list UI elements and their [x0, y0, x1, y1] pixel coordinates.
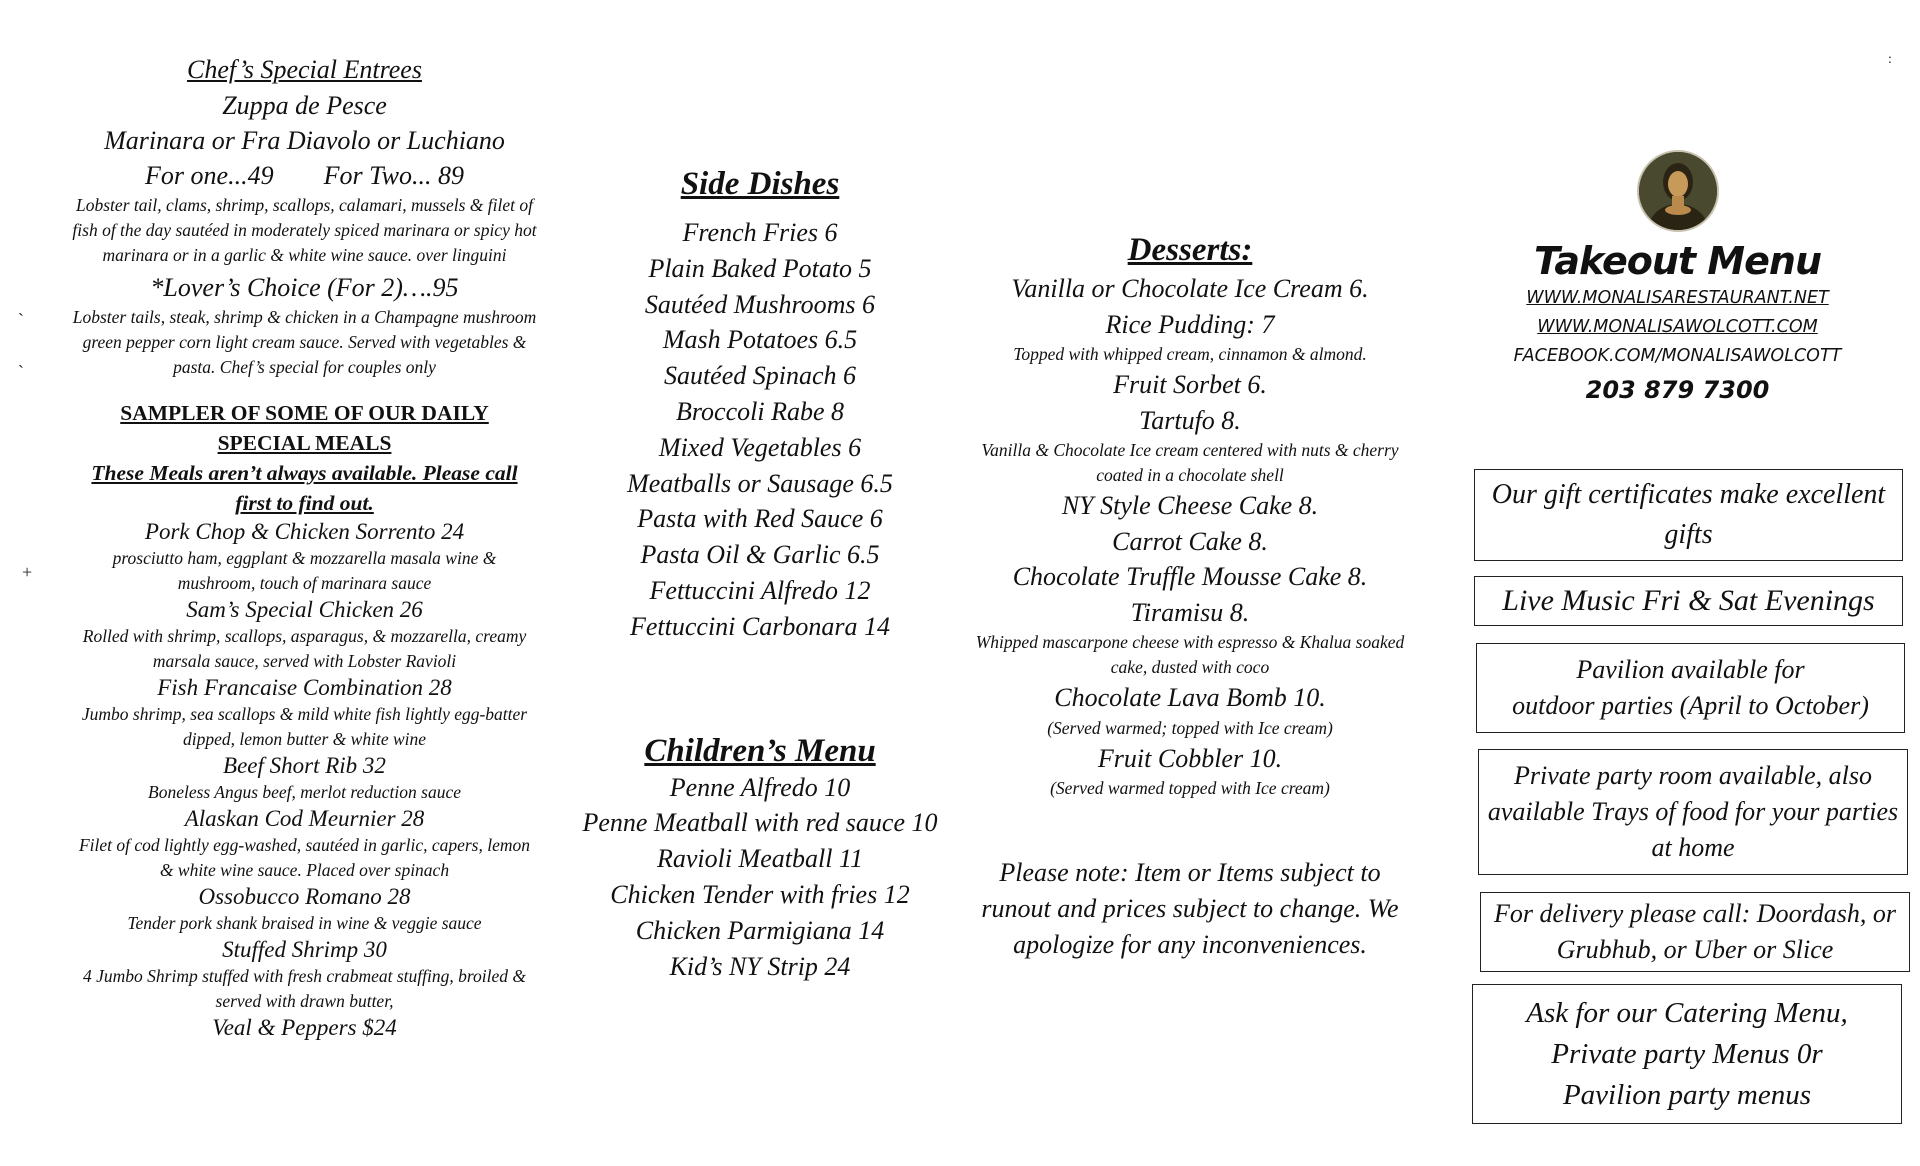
sampler-item-description: Tender pork shank braised in wine & veggie sauce — [127, 913, 482, 933]
lovers-choice: *Lover’s Choice (For 2)….95 — [150, 273, 459, 302]
sampler-list — [72, 518, 537, 1042]
side-dish-item: Fettuccini Carbonara 14 — [630, 611, 890, 641]
live-music-box — [1474, 576, 1903, 626]
facebook-link[interactable]: FACEBOOK.COM/MONALISAWOLCOTT — [1513, 346, 1842, 366]
website-link-wolcott[interactable]: WWW.MONALISAWOLCOTT.COM — [1537, 317, 1818, 337]
side-dish-item: Plain Baked Potato 5 — [648, 253, 872, 283]
price-for-two: For Two... 89 — [323, 161, 464, 190]
private-party-text: Private party room available, also available Trays of food for your parties at home — [1487, 761, 1899, 862]
childrens-menu-item: Penne Meatball with red sauce 10 — [582, 808, 938, 838]
catering-box — [1472, 984, 1902, 1124]
zuppa-prices — [72, 158, 537, 193]
childrens-menu-item: Kid’s NY Strip 24 — [669, 951, 851, 981]
dessert-item-name: Tartufo 8. — [1139, 405, 1241, 435]
sampler-item-description: Boneless Angus beef, merlot reduction sauce — [148, 782, 461, 802]
chef-specials-title: Chef’s Special Entrees — [187, 55, 422, 84]
dessert-item-name: Vanilla or Chocolate Ice Cream 6. — [1011, 274, 1369, 303]
price-for-one: For one...49 — [145, 161, 274, 190]
dessert-item-description: Vanilla & Chocolate Ice cream centered with nuts & cherry coated in a chocolate shell — [981, 440, 1399, 485]
side-dish-item: Sautéed Mushrooms 6 — [644, 289, 876, 319]
pavilion-text-line2: outdoor parties (April to October) — [1512, 691, 1869, 720]
chef-specials-column — [72, 54, 537, 1042]
private-party-box — [1478, 749, 1908, 875]
price-change-note: Please note: Item or Items subject to runout and prices subject to change. We apologize for any inconveniences. — [981, 858, 1399, 959]
childrens-menu-item: Penne Alfredo 10 — [669, 772, 851, 802]
dessert-item-description: Whipped mascarpone cheese with espresso & Khalua soaked cake, dusted with coco — [975, 632, 1405, 677]
takeout-menu-title: Takeout Menu — [1534, 239, 1821, 283]
dessert-item-description: (Served warmed topped with Ice cream) — [1050, 778, 1330, 798]
sampler-item-name: Veal & Peppers $24 — [212, 1015, 397, 1040]
dessert-item-name: Chocolate Lava Bomb 10. — [1054, 683, 1326, 712]
phone-number[interactable]: 203 879 7300 — [1585, 376, 1770, 404]
side-dish-item: French Fries 6 — [682, 218, 838, 247]
website-link-restaurant[interactable]: WWW.MONALISARESTAURANT.NET — [1526, 288, 1829, 308]
sampler-notice: These Meals aren’t always available. Please call first to find out. — [91, 461, 518, 515]
desserts-column — [970, 232, 1410, 963]
stray-tick-mark: ` — [18, 362, 24, 382]
side-dish-item: Mixed Vegetables 6 — [658, 432, 862, 462]
catering-text: Ask for our Catering Menu, Private party Menus 0r Pavilion party menus — [1526, 996, 1848, 1111]
desserts-list — [970, 271, 1410, 801]
sampler-item-name: Ossobucco Romano 28 — [198, 884, 411, 909]
dessert-item-name: Fruit Sorbet 6. — [1113, 370, 1267, 399]
zuppa-styles: Marinara or Fra Diavolo or Luchiano — [104, 126, 505, 155]
pavilion-box — [1476, 643, 1905, 733]
zuppa-name: Zuppa de Pesce — [222, 91, 387, 120]
side-dish-item: Fettuccini Alfredo 12 — [649, 575, 871, 605]
stray-tick-mark: ` — [18, 310, 24, 330]
sampler-item-name: Stuffed Shrimp 30 — [222, 937, 387, 962]
side-dish-item: Pasta Oil & Garlic 6.5 — [640, 540, 880, 570]
side-dish-item: Sautéed Spinach 6 — [663, 361, 857, 391]
childrens-menu-list — [565, 770, 955, 985]
delivery-box — [1480, 892, 1910, 972]
childrens-menu-title: Children’s Menu — [644, 732, 876, 769]
sampler-item-description: Filet of cod lightly egg-washed, sautéed in garlic, capers, lemon & white wine sauce. Placed over spinach — [78, 835, 531, 880]
dessert-item-name: Fruit Cobbler 10. — [1097, 743, 1283, 773]
brand-column — [1455, 150, 1900, 409]
dessert-item-name: Carrot Cake 8. — [1112, 526, 1268, 556]
sampler-title: SAMPLER OF SOME OF OUR DAILY SPECIAL MEALS — [120, 401, 489, 455]
mona-lisa-portrait-icon — [1637, 150, 1719, 232]
sampler-item-name: Fish Francaise Combination 28 — [157, 675, 452, 700]
gift-certificate-text: Our gift certificates make excellent gifts — [1491, 479, 1886, 550]
side-dish-item: Meatballs or Sausage 6.5 — [627, 468, 893, 498]
sampler-item-description: Rolled with shrimp, scallops, asparagus, & mozzarella, creamy marsala sauce, served with Lobster Ravioli — [82, 626, 527, 671]
sampler-item-description: Jumbo shrimp, sea scallops & mild white fish lightly egg-batter dipped, lemon butter & white wine — [81, 704, 528, 749]
sampler-item-description: prosciutto ham, eggplant & mozzarella masala wine & mushroom, touch of marinara sauce — [112, 548, 497, 593]
stray-plus-mark: + — [22, 562, 33, 582]
sampler-item-description: 4 Jumbo Shrimp stuffed with fresh crabmeat stuffing, broiled & served with drawn butter, — [83, 966, 526, 1011]
delivery-text: For delivery please call: Doordash, or Grubhub, or Uber or Slice — [1494, 899, 1896, 964]
desserts-title: Desserts: — [1127, 232, 1253, 268]
dessert-item-name: Tiramisu 8. — [1130, 597, 1250, 627]
sides-column — [565, 166, 955, 984]
dessert-item-description: (Served warmed; topped with Ice cream) — [1047, 717, 1333, 738]
side-dishes-title: Side Dishes — [680, 166, 840, 202]
childrens-menu-item: Ravioli Meatball 11 — [656, 844, 864, 874]
dessert-item-description: Topped with whipped cream, cinnamon & almond. — [1013, 344, 1367, 364]
dessert-item-name: NY Style Cheese Cake 8. — [1061, 491, 1319, 520]
lovers-choice-description: Lobster tails, steak, shrimp & chicken in a Champagne mushroom green pepper corn light cream sauce. Served with vegetables & pasta. Chef’s special for couples only — [72, 307, 537, 377]
dessert-item-name: Rice Pudding: 7 — [1105, 309, 1275, 339]
childrens-menu-item: Chicken Parmigiana 14 — [635, 915, 885, 945]
gift-certificate-box — [1474, 469, 1903, 561]
sampler-item-name: Sam’s Special Chicken 26 — [186, 597, 423, 622]
side-dishes-list — [565, 215, 955, 645]
childrens-menu-item: Chicken Tender with fries 12 — [610, 879, 910, 909]
sampler-section — [72, 398, 537, 1042]
sampler-item-name: Pork Chop & Chicken Sorrento 24 — [144, 519, 465, 544]
live-music-text: Live Music Fri & Sat Evenings — [1502, 584, 1875, 617]
childrens-menu-section — [565, 733, 955, 985]
stray-corner-mark: : — [1888, 52, 1892, 67]
side-dish-item: Pasta with Red Sauce 6 — [637, 504, 883, 534]
zuppa-description: Lobster tail, clams, shrimp, scallops, calamari, mussels & filet of fish of the day sautéed in moderately spiced marinara or spicy hot marinara or in a garlic & white wine sauce. over linguini — [72, 195, 537, 265]
dessert-item-name: Chocolate Truffle Mousse Cake 8. — [1012, 562, 1368, 591]
pavilion-text-line1: Pavilion available for — [1576, 655, 1805, 684]
side-dish-item: Mash Potatoes 6.5 — [662, 325, 858, 355]
sampler-item-name: Beef Short Rib 32 — [223, 753, 386, 778]
sampler-item-name: Alaskan Cod Meurnier 28 — [184, 806, 425, 831]
side-dish-item: Broccoli Rabe 8 — [676, 396, 844, 426]
